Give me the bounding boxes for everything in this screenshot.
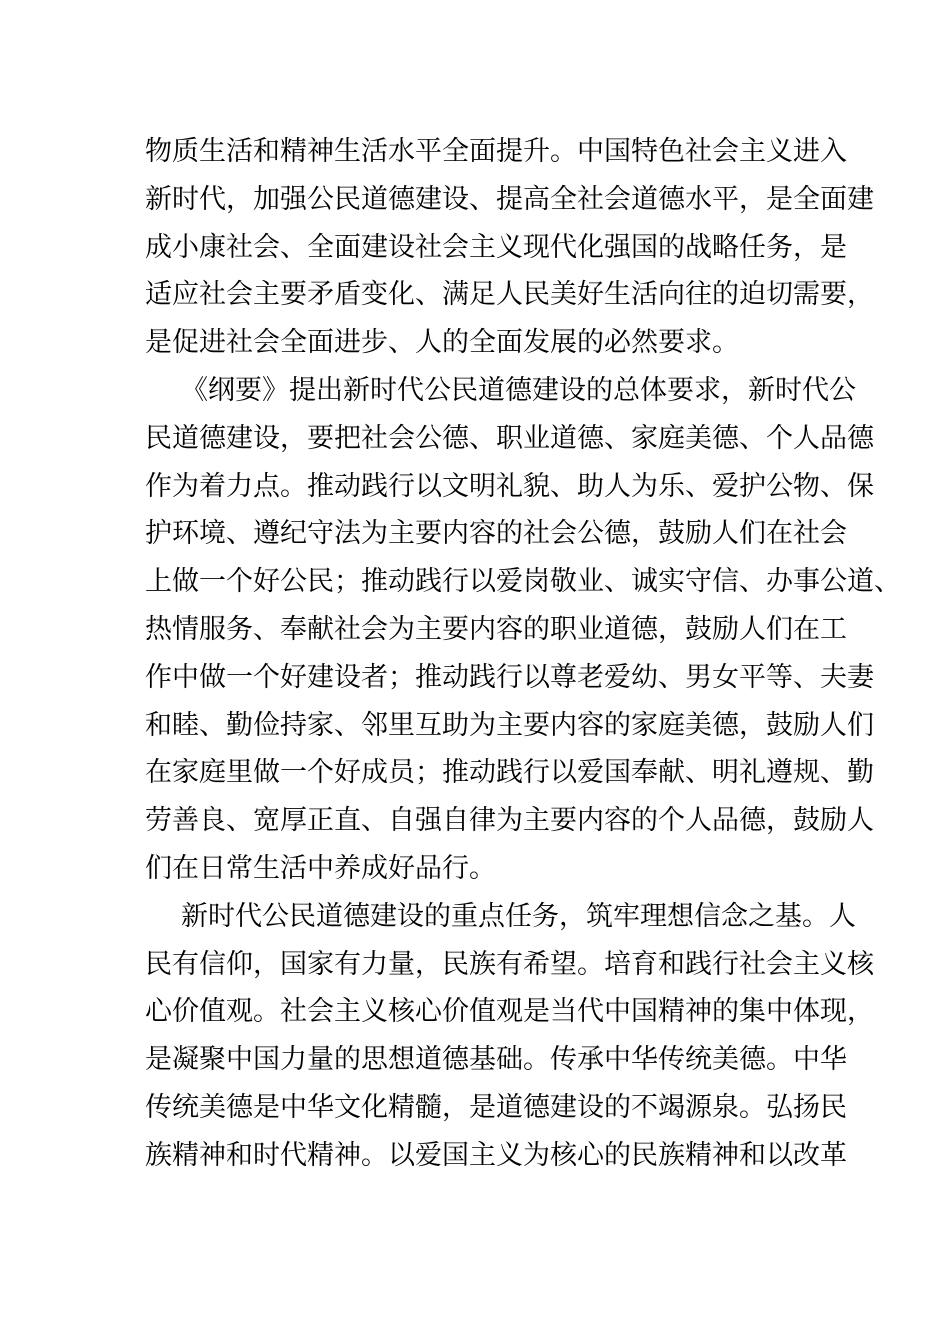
text-line: 们在日常生活中养成好品行。: [145, 852, 496, 884]
text-line: 新时代公民道德建设的重点任务，筑牢理想信念之基。人: [181, 900, 856, 932]
text-line: 劳善良、宽厚正直、自强自律为主要内容的个人品德，鼓励人: [145, 805, 874, 837]
text-line: 热情服务、奉献社会为主要内容的职业道德，鼓励人们在工: [145, 613, 847, 645]
text-line: 和睦、勤俭持家、邻里互助为主要内容的家庭美德，鼓励人们: [145, 709, 874, 741]
text-line: 适应社会主要矛盾变化、满足人民美好生活向往的迫切需要，: [145, 279, 874, 311]
text-line: 民有信仰，国家有力量，民族有希望。培育和践行社会主义核: [145, 948, 874, 980]
text-line: 新时代，加强公民道德建设、提高全社会道德水平，是全面建: [145, 183, 874, 215]
text-line: 护环境、遵纪守法为主要内容的社会公德，鼓励人们在社会: [145, 518, 847, 550]
text-line: 上做一个好公民；推动践行以爱岗敬业、诚实守信、办事公道、: [145, 566, 901, 598]
text-line: 物质生活和精神生活水平全面提升。中国特色社会主义进入: [145, 136, 847, 167]
text-line: 是促进社会全面进步、人的全面发展的必然要求。: [145, 327, 739, 359]
text-line: 民道德建设，要把社会公德、职业道德、家庭美德、个人品德: [145, 422, 874, 454]
text-line: 是凝聚中国力量的思想道德基础。传承中华传统美德。中华: [145, 1044, 847, 1076]
text-line: 心价值观。社会主义核心价值观是当代中国精神的集中体现，: [145, 996, 874, 1028]
text-line: 传统美德是中华文化精髓，是道德建设的不竭源泉。弘扬民: [145, 1091, 847, 1123]
text-line: 作为着力点。推动践行以文明礼貌、助人为乐、爱护公物、保: [145, 470, 874, 502]
text-line: 作中做一个好建设者；推动践行以尊老爱幼、男女平等、夫妻: [145, 661, 874, 693]
text-line: 《纲要》提出新时代公民道德建设的总体要求，新时代公: [181, 374, 856, 406]
text-line: 族精神和时代精神。以爱国主义为核心的民族精神和以改革: [145, 1139, 847, 1171]
text-line: 成小康社会、全面建设社会主义现代化强国的战略任务，是: [145, 231, 847, 263]
text-line: 在家庭里做一个好成员；推动践行以爱国奉献、明礼遵规、勤: [145, 757, 874, 789]
document-body: [145, 128, 901, 1180]
